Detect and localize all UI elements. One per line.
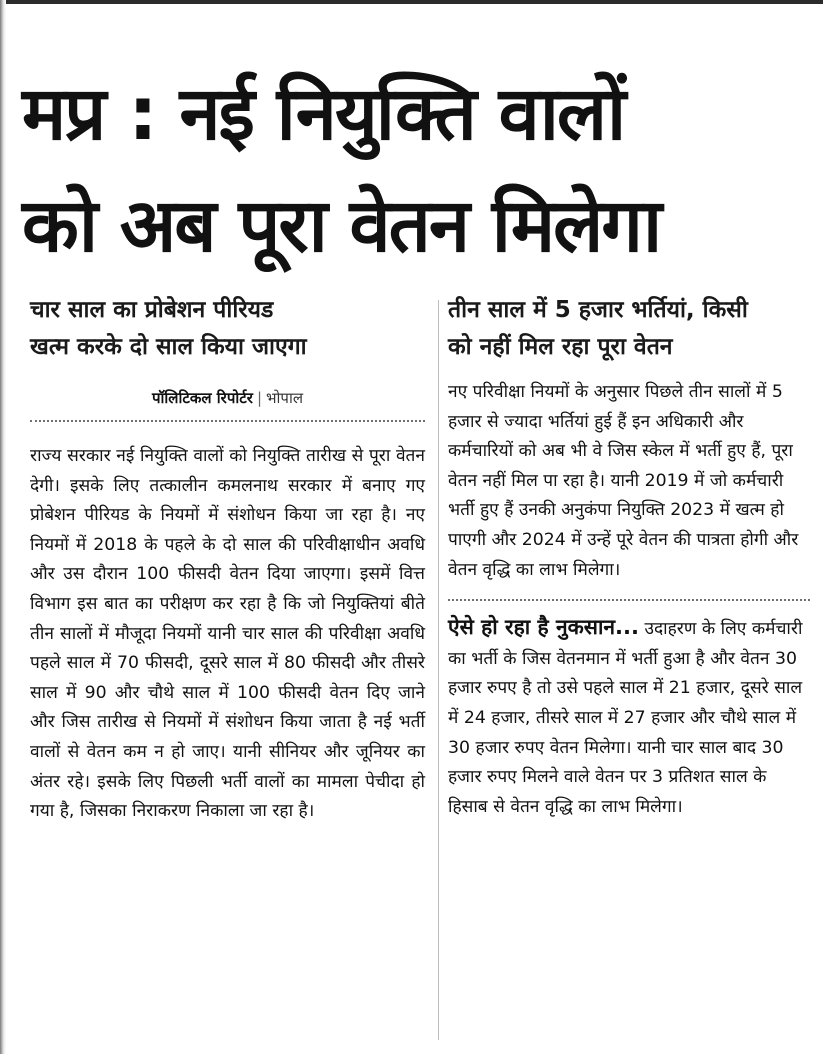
left-subheading-line-1: चार साल का प्रोबेशन पीरियड	[30, 297, 274, 323]
loss-section-paragraph	[448, 613, 810, 822]
byline-author: पॉलिटिकल रिपोर्टर	[151, 389, 253, 407]
headline	[22, 58, 817, 282]
page-edge-shadow	[0, 0, 6, 1054]
byline-city: भोपाल	[266, 389, 304, 407]
loss-section-body: उदाहरण के लिए कर्मचारी का भर्ती के जिस वेतनमान में भर्ती हुआ है और वेतन 30 हजार रुपए है तो उसे पहले साल में 21 हजार, दूसरे साल में 24 हजार, तीसरे साल में 27 हजार और चौथे साल में 30 हजार रुपए वेतन मिलेगा। यानी चार साल बाद 30 हजार रुपए मिलने वाले वेतन पर 3 प्रतिशत साल के हिसाब से वेतन वृद्धि का लाभ मिलेगा।	[448, 619, 803, 817]
left-subheading-line-2: खत्म करके दो साल किया जाएगा	[30, 334, 307, 360]
headline-line-2: को अब पूरा वेतन मिलेगा	[22, 183, 661, 269]
left-column	[30, 292, 425, 827]
column-divider	[438, 300, 439, 1040]
right-subheading-line-1: तीन साल में 5 हजार भर्तियां, किसी	[448, 297, 748, 323]
loss-section-lead: ऐसे हो रहा है नुकसान...	[448, 615, 639, 640]
headline-line-1: मप्र : नई नियुक्ति वालों	[22, 71, 625, 157]
left-body-paragraph: राज्य सरकार नई नियुक्ति वालों को नियुक्ति तारीख से पूरा वेतन देगी। इसके लिए तत्कालीन कमलनाथ सरकार में बनाए गए प्रोबेशन पीरियड के नियमों में संशोधन किया जा रहा है। नए नियमों में 2018 के पहले के दो साल की परिवीक्षाधीन अवधि और उस दौरान 100 फीसदी वेतन दिया जाएगा। इसमें वित्त विभाग इस बात का परीक्षण कर रहा है कि जो नियुक्तियां बीते तीन सालों में मौजूदा नियमों यानी चार साल की परिवीक्षा अवधि पहले साल में 70 फीसदी, दूसरे साल में 80 फीसदी और तीसरे साल में 90 और चौथे साल में 100 फीसदी वेतन दिए जाने और जिस तारीख से नियमों में संशोधन किया जाता है नई भर्ती वालों से वेतन कम न हो जाए। यानी सीनियर और जूनियर का अंतर रहे। इसके लिए पिछली भर्ती वालों का मामला पेचीदा हो गया है, जिसका निराकरण निकाला जा रहा है।	[30, 446, 425, 822]
dotted-divider	[30, 420, 425, 422]
top-rule	[0, 0, 823, 4]
right-column	[448, 292, 810, 822]
left-subheading	[30, 292, 425, 366]
right-body-paragraph: नए परिवीक्षा नियमों के अनुसार पिछले तीन सालों में 5 हजार से ज्यादा भर्तियां हुई हैं इन अधिकारी और कर्मचारियों को अब भी वे जिस स्केल में भर्ती हुए हैं, पूरा वेतन नहीं मिल पा रहा है। यानी 2019 में जो कर्मचारी भर्ती हुए हैं उनकी अनुकंपा नियुक्ति 2023 में खत्म हो पाएगी और 2024 में उन्हें पूरे वेतन की पात्रता होगी और वेतन वृद्धि का लाभ मिलेगा।	[448, 382, 799, 580]
right-subheading	[448, 292, 810, 366]
byline-separator: |	[256, 389, 262, 407]
right-subheading-line-2: को नहीं मिल रहा पूरा वेतन	[448, 334, 673, 360]
dotted-divider-right	[448, 599, 810, 601]
byline	[30, 386, 425, 410]
